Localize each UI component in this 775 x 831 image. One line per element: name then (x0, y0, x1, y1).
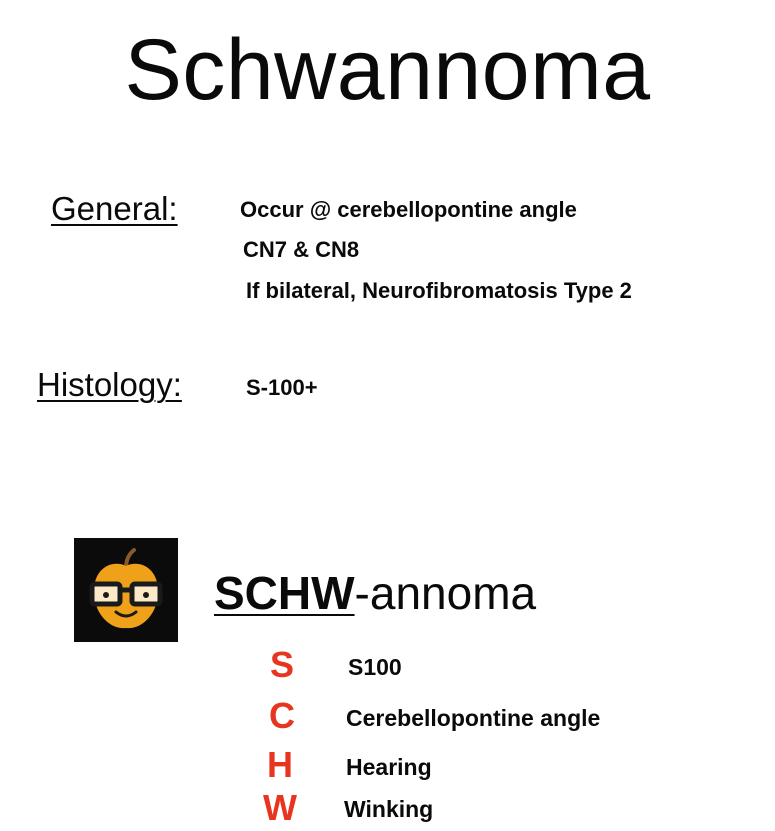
mnemonic-letter-h: H (267, 744, 293, 785)
mnemonic-rest: -annoma (354, 567, 537, 619)
mnemonic-letter-c: C (269, 695, 295, 736)
general-label: General: (51, 190, 178, 227)
mnemonic-meaning-s: S100 (348, 654, 402, 680)
general-line-1: Occur @ cerebellopontine angle (240, 197, 577, 222)
nerd-apple-icon (74, 538, 178, 642)
general-line-2: CN7 & CN8 (243, 237, 360, 262)
mnemonic-heading (214, 565, 536, 621)
histology-value: S-100+ (246, 375, 318, 400)
histology-label: Histology: (37, 366, 182, 403)
mnemonic-meaning-w: Winking (344, 796, 434, 822)
general-line-3: If bilateral, Neurofibromatosis Type 2 (246, 278, 632, 303)
page-title: Schwannoma (124, 22, 651, 118)
mnemonic-highlight: SCHW (214, 567, 355, 619)
mnemonic-meaning-h: Hearing (346, 754, 432, 780)
mnemonic-meaning-c: Cerebellopontine angle (346, 705, 601, 731)
mnemonic-letter-w: W (263, 787, 297, 828)
mnemonic-letter-s: S (269, 644, 294, 685)
